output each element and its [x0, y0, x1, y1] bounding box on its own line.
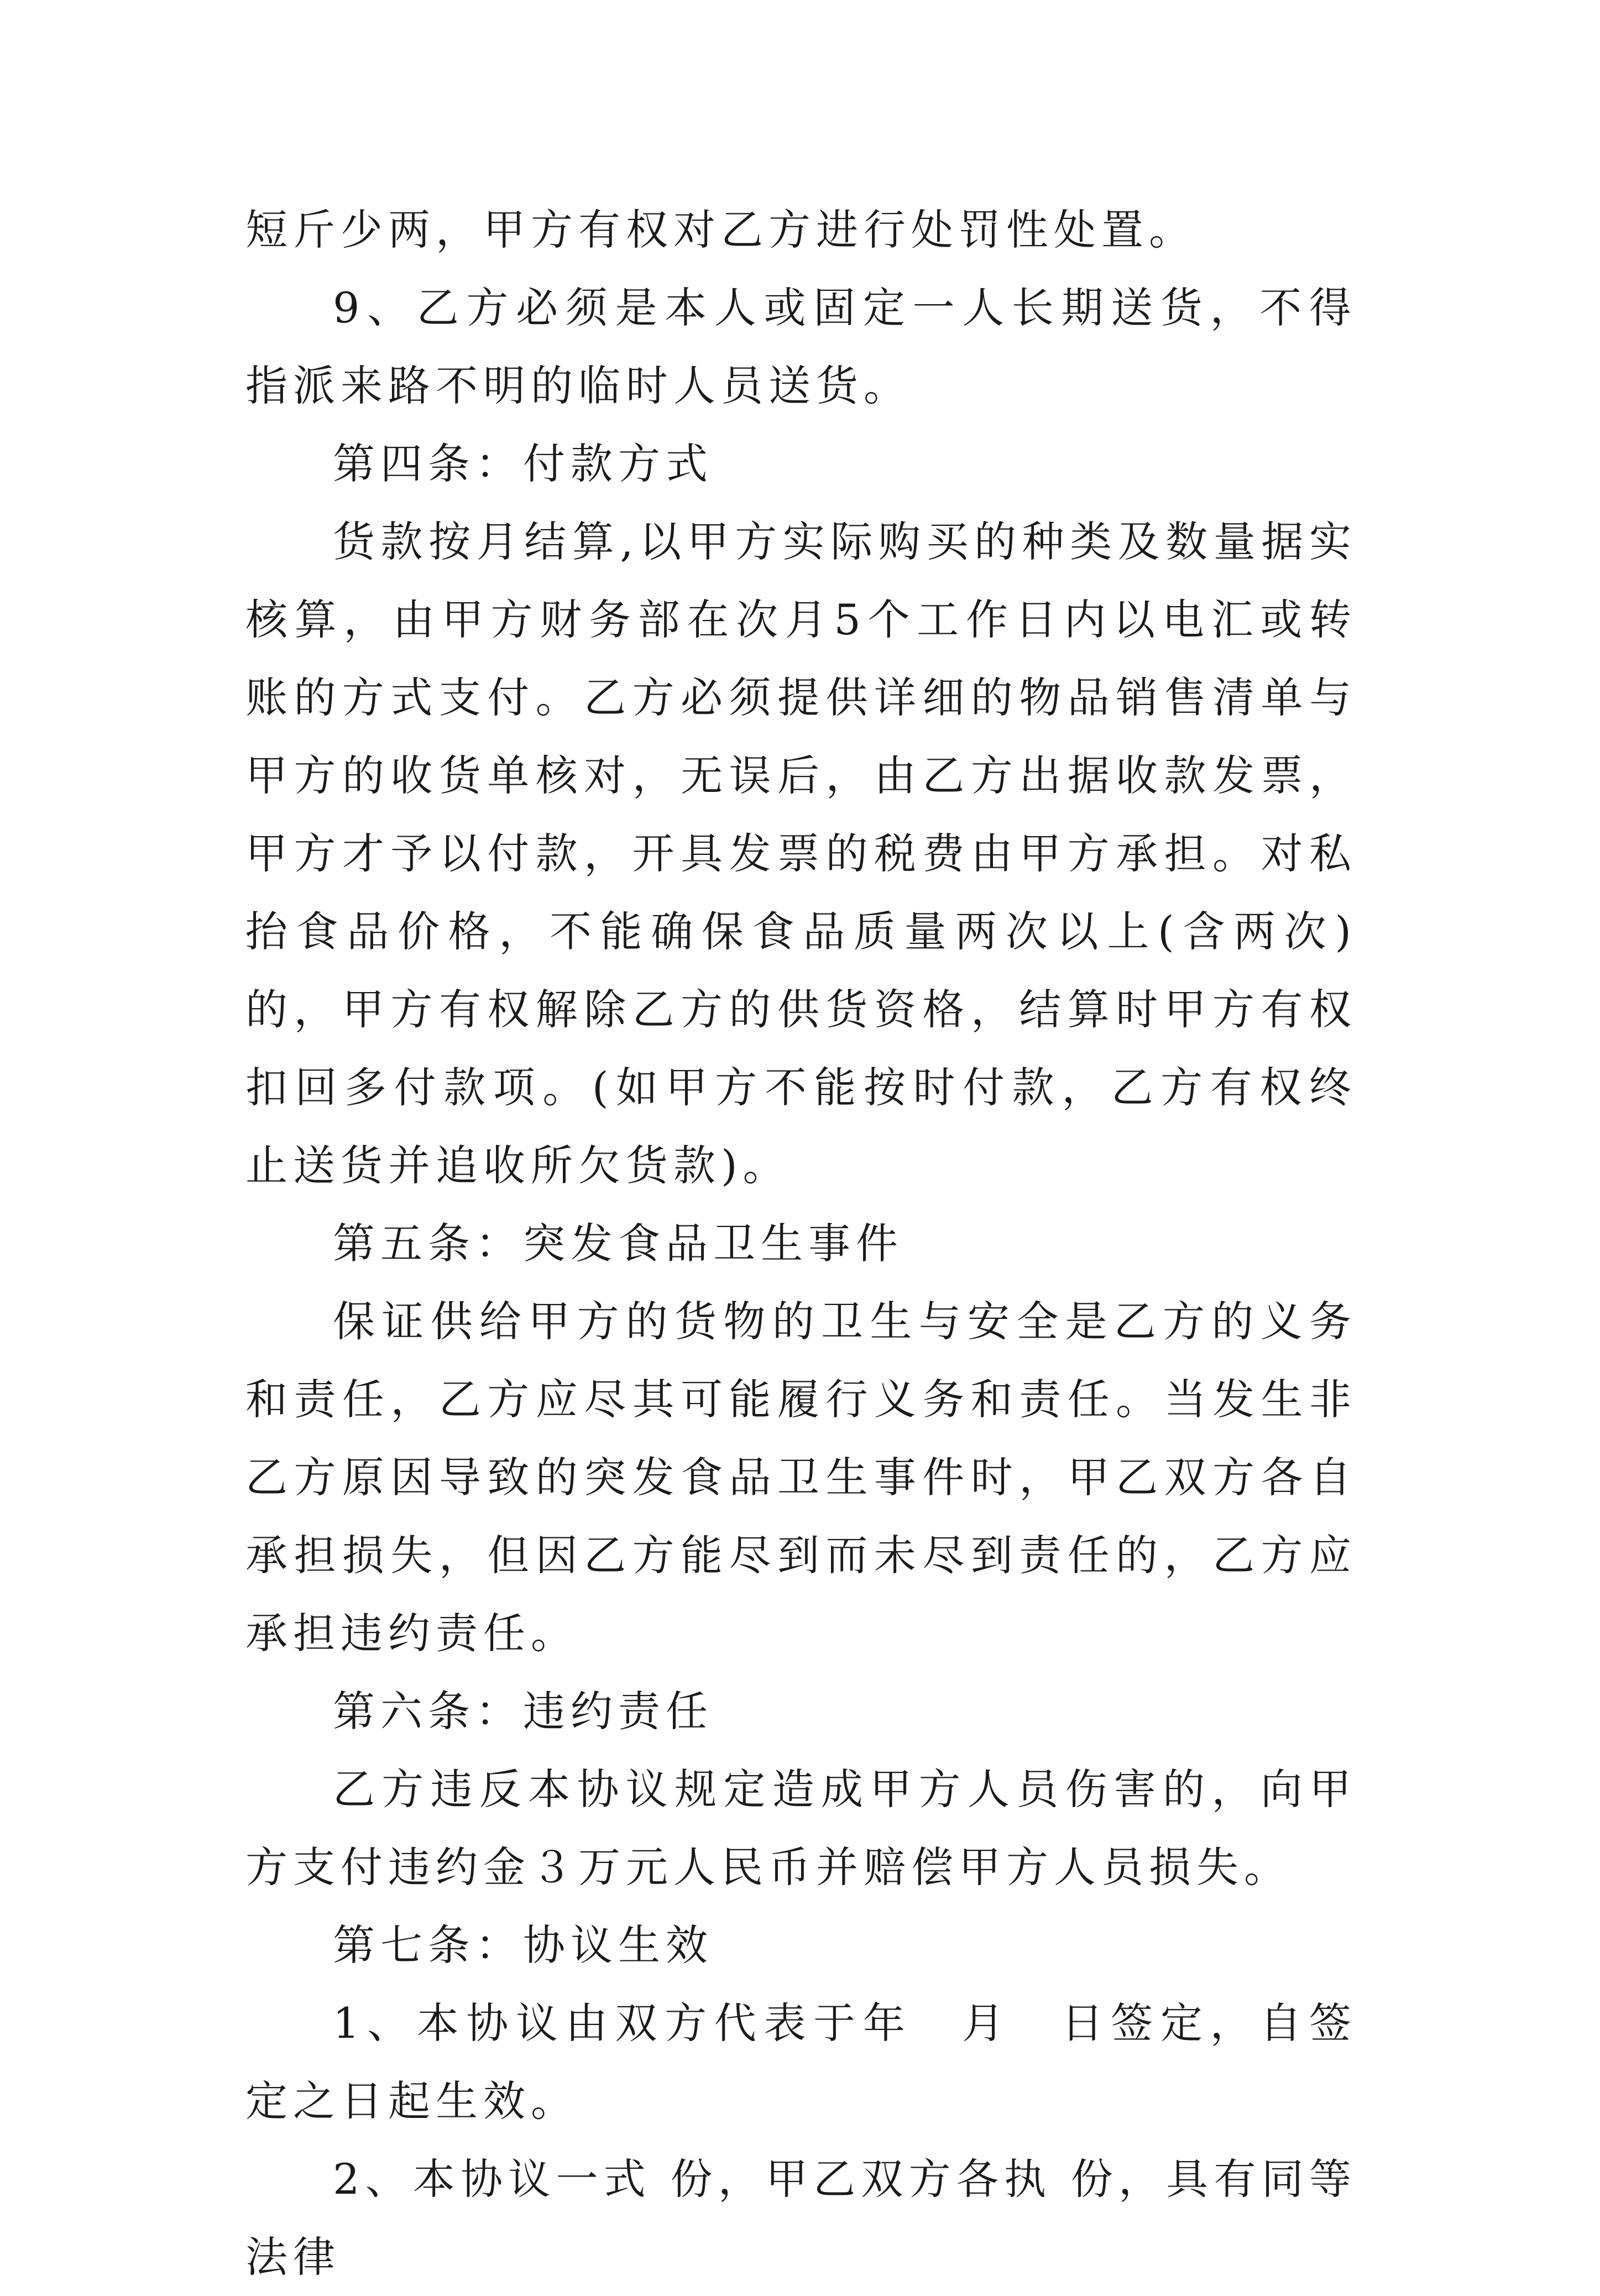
paragraph-effective-1: 1、本协议由双方代表于年 月 日签定，自签定之日起生效。 [245, 1998, 1357, 2126]
paragraph-payment: 货款按月结算,以甲方实际购买的种类及数量据实核算，由甲方财务部在次月5个工作日内以电汇或转账的方式支付。乙方必须提供详细的物品销售清单与甲方的收货单核对，无误后，由乙方出据收款发票，甲方才予以付款，开具发票的税费由甲方承担。对私抬食品价格，不能确保食品质量两次以上(含两次)的，甲方有权解除乙方的供货资格，结算时甲方有权扣回多付款项。(如甲方不能按时付款，乙方有权终止送货并追收所欠货款)。 [245, 517, 1357, 1190]
section-heading-liability: 第六条：违约责任 [333, 1687, 713, 1736]
paragraph-effective-2: 2、本协议一式 份，甲乙双方各执 份，具有同等法律 [245, 2154, 1357, 2282]
paragraph-liability: 乙方违反本协议规定造成甲方人员伤害的，向甲方支付违约金３万元人民币并赔偿甲方人员损失。 [245, 1765, 1357, 1892]
body-text [245, 191, 1357, 2296]
paragraph-item-9: 9、乙方必须是本人或固定一人长期送货，不得指派来路不明的临时人员送货。 [245, 283, 1357, 410]
paragraph-continuation: 短斤少两，甲方有权对乙方进行处罚性处置。 [245, 205, 1196, 254]
section-heading-payment: 第四条：付款方式 [333, 439, 713, 488]
section-heading-food-safety: 第五条：突发食品卫生事件 [333, 1219, 903, 1268]
paragraph-food-safety: 保证供给甲方的货物的卫生与安全是乙方的义务和责任，乙方应尽其可能履行义务和责任。当发生非乙方原因导致的突发食品卫生事件时，甲乙双方各自承担损失，但因乙方能尽到而未尽到责任的，乙方应承担违约责任。 [245, 1297, 1357, 1658]
section-heading-effective: 第七条：协议生效 [333, 1921, 713, 1970]
